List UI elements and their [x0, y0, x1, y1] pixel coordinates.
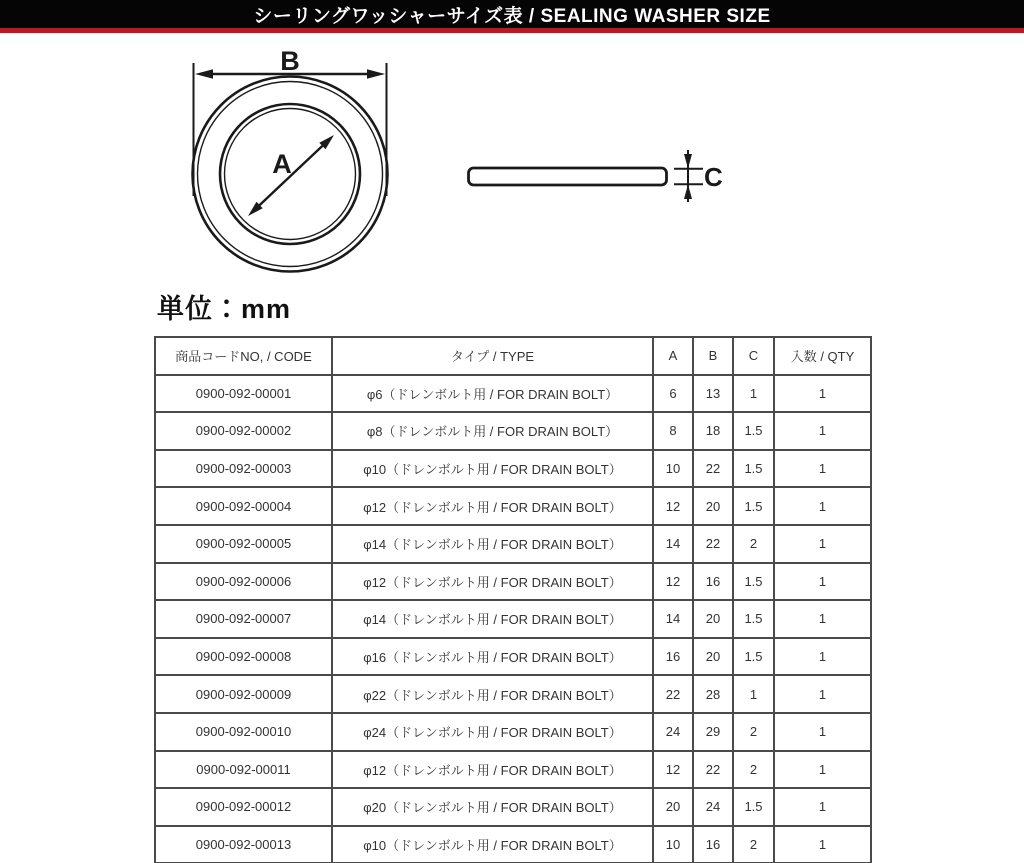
- cell-qty: 1: [774, 788, 871, 826]
- cell-type: φ12（ドレンボルト用 / FOR DRAIN BOLT）: [332, 487, 653, 525]
- cell-c: 2: [733, 713, 774, 751]
- cell-a: 12: [653, 487, 693, 525]
- cell-code: 0900-092-00013: [155, 826, 332, 863]
- cell-c: 1.5: [733, 412, 774, 450]
- page-header: [0, 0, 1024, 28]
- cell-type: φ8（ドレンボルト用 / FOR DRAIN BOLT）: [332, 412, 653, 450]
- cell-c: 1.5: [733, 487, 774, 525]
- col-header-qty: 入数 / QTY: [774, 337, 871, 375]
- cell-qty: 1: [774, 675, 871, 713]
- cell-b: 18: [693, 412, 733, 450]
- cell-type: φ6（ドレンボルト用 / FOR DRAIN BOLT）: [332, 375, 653, 413]
- cell-b: 22: [693, 751, 733, 789]
- col-header-code: 商品コードNO, / CODE: [155, 337, 332, 375]
- cell-b: 22: [693, 450, 733, 488]
- table-row: [155, 375, 871, 413]
- cell-type: φ10（ドレンボルト用 / FOR DRAIN BOLT）: [332, 826, 653, 863]
- cell-type: φ14（ドレンボルト用 / FOR DRAIN BOLT）: [332, 600, 653, 638]
- page-title: シーリングワッシャーサイズ表 / SEALING WASHER SIZE: [253, 5, 771, 27]
- cell-code: 0900-092-00012: [155, 788, 332, 826]
- cell-type: φ16（ドレンボルト用 / FOR DRAIN BOLT）: [332, 638, 653, 676]
- cell-c: 1.5: [733, 600, 774, 638]
- cell-code: 0900-092-00009: [155, 675, 332, 713]
- cell-c: 1.5: [733, 638, 774, 676]
- cell-qty: 1: [774, 826, 871, 863]
- cell-a: 22: [653, 675, 693, 713]
- table-row: [155, 563, 871, 601]
- cell-b: 29: [693, 713, 733, 751]
- cell-qty: 1: [774, 450, 871, 488]
- cell-b: 28: [693, 675, 733, 713]
- cell-b: 20: [693, 487, 733, 525]
- col-header-c: C: [733, 337, 774, 375]
- size-table: [154, 336, 872, 863]
- cell-code: 0900-092-00008: [155, 638, 332, 676]
- table-row: [155, 751, 871, 789]
- cell-c: 2: [733, 525, 774, 563]
- table-row: [155, 826, 871, 863]
- cell-a: 6: [653, 375, 693, 413]
- table-row: [155, 600, 871, 638]
- col-header-a: A: [653, 337, 693, 375]
- cell-qty: 1: [774, 638, 871, 676]
- cell-type: φ12（ドレンボルト用 / FOR DRAIN BOLT）: [332, 751, 653, 789]
- cell-qty: 1: [774, 487, 871, 525]
- cell-a: 8: [653, 412, 693, 450]
- cell-qty: 1: [774, 412, 871, 450]
- cell-code: 0900-092-00003: [155, 450, 332, 488]
- cell-a: 12: [653, 751, 693, 789]
- table-row: [155, 638, 871, 676]
- cell-qty: 1: [774, 563, 871, 601]
- cell-qty: 1: [774, 713, 871, 751]
- cell-a: 14: [653, 525, 693, 563]
- cell-a: 10: [653, 826, 693, 863]
- cell-b: 20: [693, 638, 733, 676]
- cell-qty: 1: [774, 525, 871, 563]
- cell-c: 1.5: [733, 450, 774, 488]
- cell-type: φ14（ドレンボルト用 / FOR DRAIN BOLT）: [332, 525, 653, 563]
- cell-b: 24: [693, 788, 733, 826]
- dimension-b-label: B: [280, 46, 300, 76]
- table-row: [155, 525, 871, 563]
- cell-a: 12: [653, 563, 693, 601]
- table-header-row: [155, 337, 871, 375]
- cell-type: φ24（ドレンボルト用 / FOR DRAIN BOLT）: [332, 713, 653, 751]
- cell-type: φ20（ドレンボルト用 / FOR DRAIN BOLT）: [332, 788, 653, 826]
- cell-code: 0900-092-00006: [155, 563, 332, 601]
- cell-b: 16: [693, 563, 733, 601]
- table-row: [155, 675, 871, 713]
- dimension-a-label: A: [272, 149, 292, 179]
- cell-code: 0900-092-00005: [155, 525, 332, 563]
- cell-a: 24: [653, 713, 693, 751]
- cell-code: 0900-092-00002: [155, 412, 332, 450]
- cell-type: φ12（ドレンボルト用 / FOR DRAIN BOLT）: [332, 563, 653, 601]
- unit-label: 単位：mm: [157, 294, 292, 324]
- cell-c: 1: [733, 375, 774, 413]
- cell-c: 1.5: [733, 788, 774, 826]
- cell-code: 0900-092-00007: [155, 600, 332, 638]
- col-header-b: B: [693, 337, 733, 375]
- cell-code: 0900-092-00010: [155, 713, 332, 751]
- cell-c: 2: [733, 826, 774, 863]
- cell-code: 0900-092-00001: [155, 375, 332, 413]
- washer-side-view: [469, 168, 667, 185]
- cell-qty: 1: [774, 375, 871, 413]
- table-row: [155, 412, 871, 450]
- table-row: [155, 450, 871, 488]
- cell-a: 10: [653, 450, 693, 488]
- cell-a: 20: [653, 788, 693, 826]
- cell-code: 0900-092-00011: [155, 751, 332, 789]
- cell-b: 22: [693, 525, 733, 563]
- table-row: [155, 713, 871, 751]
- cell-c: 1.5: [733, 563, 774, 601]
- table-row: [155, 487, 871, 525]
- washer-diagram: [0, 33, 1024, 283]
- col-header-type: タイプ / TYPE: [332, 337, 653, 375]
- cell-b: 20: [693, 600, 733, 638]
- cell-b: 13: [693, 375, 733, 413]
- cell-qty: 1: [774, 751, 871, 789]
- cell-qty: 1: [774, 600, 871, 638]
- table-row: [155, 788, 871, 826]
- cell-a: 16: [653, 638, 693, 676]
- cell-type: φ10（ドレンボルト用 / FOR DRAIN BOLT）: [332, 450, 653, 488]
- cell-c: 2: [733, 751, 774, 789]
- cell-b: 16: [693, 826, 733, 863]
- dimension-c-label: C: [704, 162, 723, 192]
- cell-a: 14: [653, 600, 693, 638]
- cell-code: 0900-092-00004: [155, 487, 332, 525]
- cell-c: 1: [733, 675, 774, 713]
- cell-type: φ22（ドレンボルト用 / FOR DRAIN BOLT）: [332, 675, 653, 713]
- dimension-c-arrow: [674, 150, 703, 202]
